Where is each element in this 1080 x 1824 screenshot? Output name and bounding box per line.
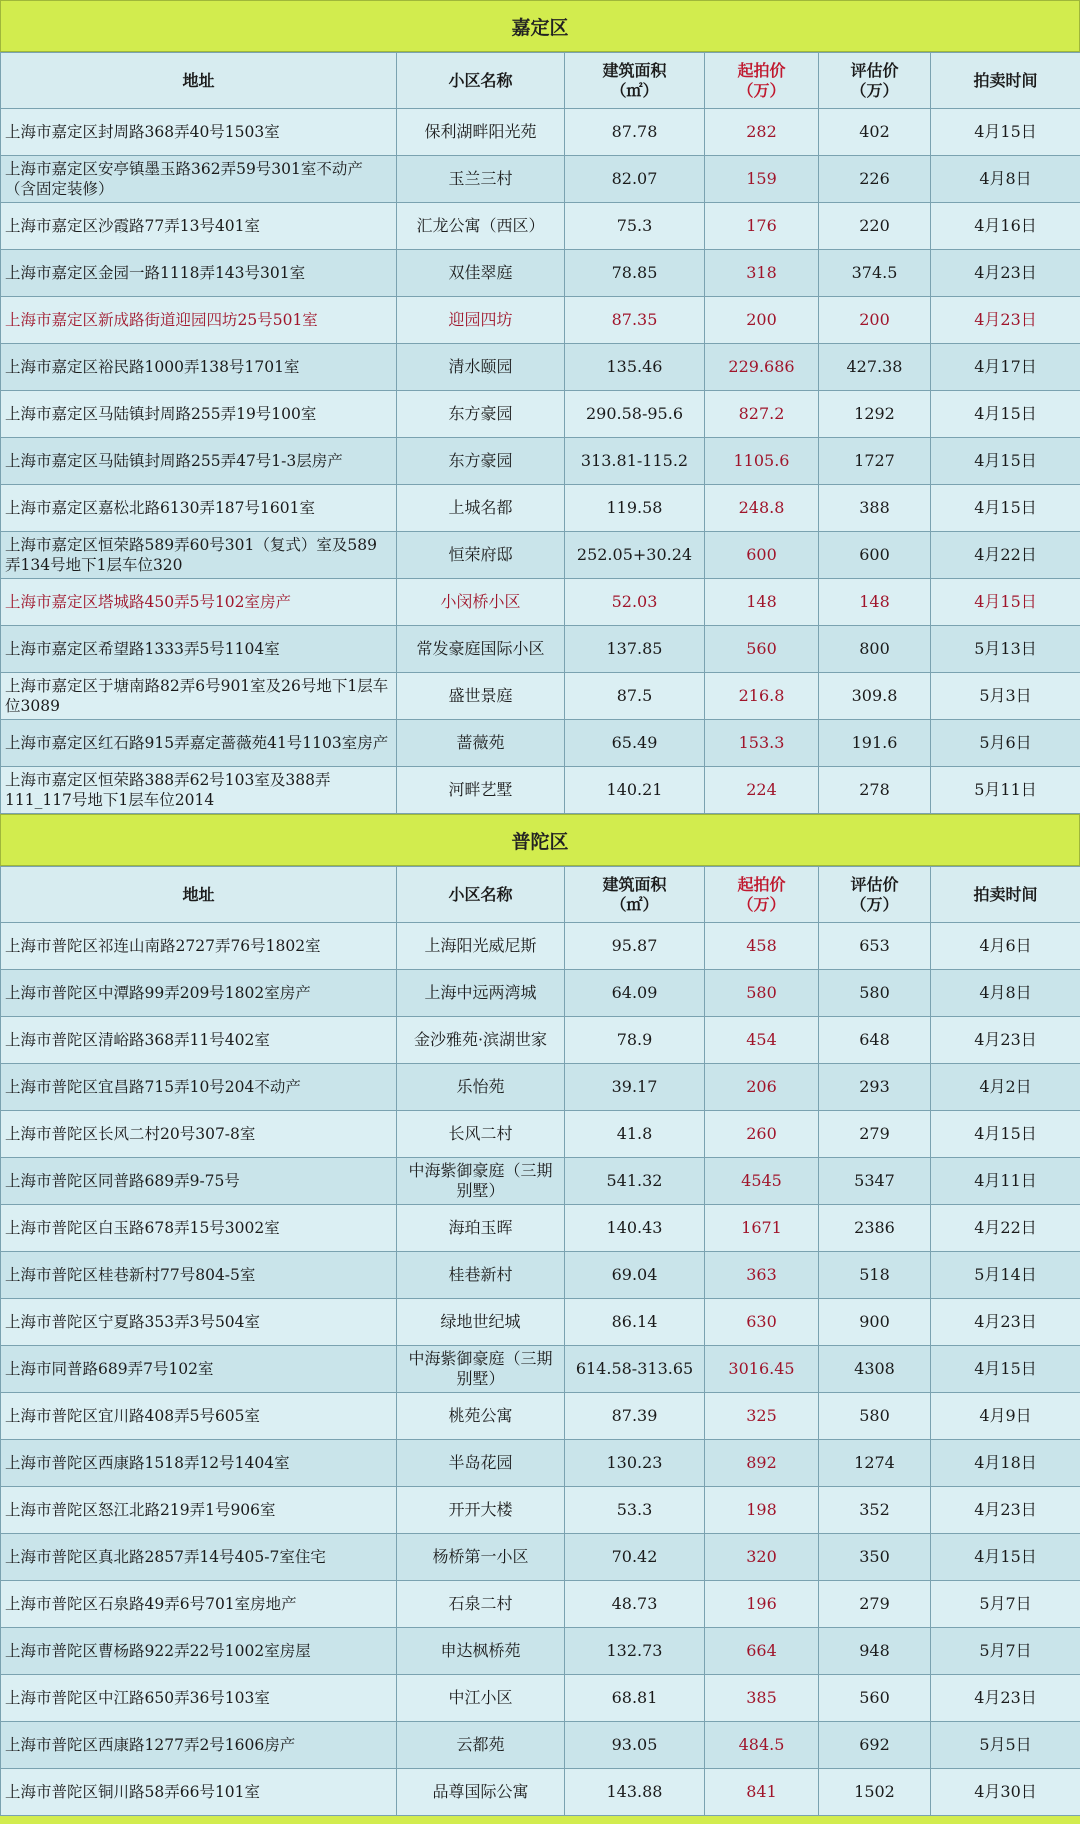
cell-area: 69.04 [565, 1252, 705, 1299]
cell-area: 87.35 [565, 297, 705, 344]
cell-area: 48.73 [565, 1581, 705, 1628]
cell-community: 绿地世纪城 [397, 1299, 565, 1346]
cell-evaluation: 560 [819, 1675, 931, 1722]
cell-evaluation: 692 [819, 1722, 931, 1769]
header-address: 地址 [1, 867, 397, 923]
cell-area: 140.43 [565, 1205, 705, 1252]
cell-community: 东方豪园 [397, 391, 565, 438]
cell-address: 上海市嘉定区马陆镇封周路255弄47号1-3层房产 [1, 438, 397, 485]
cell-area: 143.88 [565, 1769, 705, 1816]
cell-auction-time: 5月14日 [931, 1252, 1080, 1299]
header-community: 小区名称 [397, 53, 565, 109]
table-header-row [1, 867, 1080, 923]
cell-address: 上海市普陀区真北路2857弄14号405-7室住宅 [1, 1534, 397, 1581]
cell-start-price: 454 [705, 1017, 819, 1064]
cell-start-price: 841 [705, 1769, 819, 1816]
cell-start-price: 282 [705, 109, 819, 156]
section-title: 普陀区 [0, 814, 1080, 866]
cell-address: 上海市普陀区西康路1518弄12号1404室 [1, 1440, 397, 1487]
cell-auction-time: 4月23日 [931, 1017, 1080, 1064]
cell-start-price: 148 [705, 579, 819, 626]
cell-address: 上海市普陀区曹杨路922弄22号1002室房屋 [1, 1628, 397, 1675]
cell-auction-time: 5月3日 [931, 673, 1080, 720]
cell-auction-time: 4月15日 [931, 579, 1080, 626]
cell-community: 品尊国际公寓 [397, 1769, 565, 1816]
cell-evaluation: 293 [819, 1064, 931, 1111]
cell-auction-time: 4月8日 [931, 970, 1080, 1017]
cell-evaluation: 427.38 [819, 344, 931, 391]
table-row [1, 1534, 1080, 1581]
cell-address: 上海市普陀区祁连山南路2727弄76号1802室 [1, 923, 397, 970]
cell-evaluation: 5347 [819, 1158, 931, 1205]
table-row [1, 970, 1080, 1017]
cell-address: 上海市嘉定区安亭镇墨玉路362弄59号301室不动产（含固定装修） [1, 156, 397, 203]
table-row [1, 156, 1080, 203]
table-row [1, 1205, 1080, 1252]
cell-evaluation: 2386 [819, 1205, 931, 1252]
cell-start-price: 216.8 [705, 673, 819, 720]
table-row [1, 673, 1080, 720]
cell-community: 玉兰三村 [397, 156, 565, 203]
cell-community: 桃苑公寓 [397, 1393, 565, 1440]
table-row [1, 438, 1080, 485]
table-row [1, 720, 1080, 767]
cell-address: 上海市嘉定区恒荣路589弄60号301（复式）室及589弄134号地下1层车位320 [1, 532, 397, 579]
cell-auction-time: 4月23日 [931, 1675, 1080, 1722]
cell-community: 开开大楼 [397, 1487, 565, 1534]
cell-start-price: 196 [705, 1581, 819, 1628]
cell-start-price: 580 [705, 970, 819, 1017]
cell-evaluation: 1292 [819, 391, 931, 438]
cell-evaluation: 220 [819, 203, 931, 250]
cell-start-price: 325 [705, 1393, 819, 1440]
cell-area: 41.8 [565, 1111, 705, 1158]
bottom-strip [0, 1816, 1080, 1824]
cell-area: 68.81 [565, 1675, 705, 1722]
cell-address: 上海市嘉定区红石路915弄嘉定蔷薇苑41号1103室房产 [1, 720, 397, 767]
table-row [1, 109, 1080, 156]
cell-address: 上海市嘉定区新成路街道迎园四坊25号501室 [1, 297, 397, 344]
cell-community: 杨桥第一小区 [397, 1534, 565, 1581]
cell-evaluation: 226 [819, 156, 931, 203]
cell-area: 135.46 [565, 344, 705, 391]
cell-evaluation: 4308 [819, 1346, 931, 1393]
auction-table [0, 52, 1080, 814]
cell-address: 上海市普陀区铜川路58弄66号101室 [1, 1769, 397, 1816]
cell-start-price: 224 [705, 767, 819, 814]
table-row [1, 1346, 1080, 1393]
cell-start-price: 159 [705, 156, 819, 203]
cell-address: 上海市同普路689弄7号102室 [1, 1346, 397, 1393]
cell-community: 汇龙公寓（西区） [397, 203, 565, 250]
header-start-price: 起拍价 （万） [705, 53, 819, 109]
cell-area: 541.32 [565, 1158, 705, 1205]
cell-area: 53.3 [565, 1487, 705, 1534]
table-row [1, 767, 1080, 814]
cell-evaluation: 948 [819, 1628, 931, 1675]
cell-auction-time: 5月5日 [931, 1722, 1080, 1769]
cell-start-price: 484.5 [705, 1722, 819, 1769]
cell-auction-time: 4月15日 [931, 391, 1080, 438]
table-header-row [1, 53, 1080, 109]
cell-auction-time: 5月7日 [931, 1581, 1080, 1628]
cell-address: 上海市普陀区西康路1277弄2号1606房产 [1, 1722, 397, 1769]
table-row [1, 626, 1080, 673]
cell-address: 上海市普陀区石泉路49弄6号701室房地产 [1, 1581, 397, 1628]
cell-evaluation: 200 [819, 297, 931, 344]
cell-start-price: 385 [705, 1675, 819, 1722]
header-evaluation: 评估价 （万） [819, 53, 931, 109]
cell-auction-time: 4月23日 [931, 250, 1080, 297]
cell-start-price: 1671 [705, 1205, 819, 1252]
cell-start-price: 3016.45 [705, 1346, 819, 1393]
cell-community: 东方豪园 [397, 438, 565, 485]
cell-address: 上海市普陀区长风二村20号307-8室 [1, 1111, 397, 1158]
cell-auction-time: 4月23日 [931, 297, 1080, 344]
cell-start-price: 458 [705, 923, 819, 970]
cell-start-price: 206 [705, 1064, 819, 1111]
cell-address: 上海市嘉定区嘉松北路6130弄187号1601室 [1, 485, 397, 532]
cell-evaluation: 1502 [819, 1769, 931, 1816]
cell-area: 65.49 [565, 720, 705, 767]
cell-area: 252.05+30.24 [565, 532, 705, 579]
header-start-price: 起拍价 （万） [705, 867, 819, 923]
cell-community: 双佳翠庭 [397, 250, 565, 297]
cell-start-price: 229.686 [705, 344, 819, 391]
table-row [1, 1487, 1080, 1534]
cell-area: 95.87 [565, 923, 705, 970]
header-area: 建筑面积 （㎡） [565, 53, 705, 109]
cell-area: 140.21 [565, 767, 705, 814]
cell-address: 上海市嘉定区马陆镇封周路255弄19号100室 [1, 391, 397, 438]
cell-start-price: 4545 [705, 1158, 819, 1205]
cell-auction-time: 4月15日 [931, 438, 1080, 485]
cell-address: 上海市嘉定区于塘南路82弄6号901室及26号地下1层车位3089 [1, 673, 397, 720]
cell-community: 申达枫桥苑 [397, 1628, 565, 1675]
cell-auction-time: 4月15日 [931, 109, 1080, 156]
cell-start-price: 248.8 [705, 485, 819, 532]
cell-evaluation: 279 [819, 1111, 931, 1158]
table-row [1, 485, 1080, 532]
header-evaluation: 评估价 （万） [819, 867, 931, 923]
cell-community: 长风二村 [397, 1111, 565, 1158]
cell-community: 保利湖畔阳光苑 [397, 109, 565, 156]
cell-area: 87.5 [565, 673, 705, 720]
table-row [1, 391, 1080, 438]
cell-address: 上海市嘉定区塔城路450弄5号102室房产 [1, 579, 397, 626]
cell-address: 上海市嘉定区封周路368弄40号1503室 [1, 109, 397, 156]
cell-address: 上海市嘉定区希望路1333弄5号1104室 [1, 626, 397, 673]
cell-auction-time: 4月9日 [931, 1393, 1080, 1440]
cell-evaluation: 600 [819, 532, 931, 579]
table-row [1, 1111, 1080, 1158]
cell-start-price: 892 [705, 1440, 819, 1487]
cell-start-price: 176 [705, 203, 819, 250]
cell-address: 上海市嘉定区金园一路1118弄143号301室 [1, 250, 397, 297]
header-community: 小区名称 [397, 867, 565, 923]
header-auction-time: 拍卖时间 [931, 53, 1080, 109]
cell-evaluation: 148 [819, 579, 931, 626]
cell-auction-time: 4月22日 [931, 1205, 1080, 1252]
cell-community: 小闵桥小区 [397, 579, 565, 626]
cell-address: 上海市嘉定区沙霞路77弄13号401室 [1, 203, 397, 250]
cell-evaluation: 580 [819, 970, 931, 1017]
cell-evaluation: 191.6 [819, 720, 931, 767]
cell-community: 桂巷新村 [397, 1252, 565, 1299]
table-row [1, 203, 1080, 250]
cell-auction-time: 4月23日 [931, 1487, 1080, 1534]
table-row [1, 250, 1080, 297]
cell-community: 云都苑 [397, 1722, 565, 1769]
cell-address: 上海市普陀区中江路650弄36号103室 [1, 1675, 397, 1722]
table-row [1, 1252, 1080, 1299]
cell-community: 蔷薇苑 [397, 720, 565, 767]
cell-address: 上海市普陀区宜昌路715弄10号204不动产 [1, 1064, 397, 1111]
table-row [1, 1064, 1080, 1111]
cell-community: 金沙雅苑·滨湖世家 [397, 1017, 565, 1064]
cell-community: 石泉二村 [397, 1581, 565, 1628]
cell-evaluation: 352 [819, 1487, 931, 1534]
cell-auction-time: 5月7日 [931, 1628, 1080, 1675]
cell-auction-time: 5月13日 [931, 626, 1080, 673]
cell-area: 87.78 [565, 109, 705, 156]
table-row [1, 1299, 1080, 1346]
cell-address: 上海市嘉定区裕民路1000弄138号1701室 [1, 344, 397, 391]
cell-community: 上城名都 [397, 485, 565, 532]
cell-start-price: 664 [705, 1628, 819, 1675]
cell-auction-time: 4月15日 [931, 485, 1080, 532]
cell-community: 恒荣府邸 [397, 532, 565, 579]
cell-auction-time: 4月18日 [931, 1440, 1080, 1487]
cell-evaluation: 309.8 [819, 673, 931, 720]
cell-auction-time: 5月11日 [931, 767, 1080, 814]
cell-community: 盛世景庭 [397, 673, 565, 720]
cell-start-price: 1105.6 [705, 438, 819, 485]
table-row [1, 1017, 1080, 1064]
table-row [1, 1722, 1080, 1769]
table-row [1, 1581, 1080, 1628]
cell-address: 上海市普陀区同普路689弄9-75号 [1, 1158, 397, 1205]
cell-evaluation: 648 [819, 1017, 931, 1064]
section-title: 嘉定区 [0, 0, 1080, 52]
cell-evaluation: 1727 [819, 438, 931, 485]
cell-area: 78.85 [565, 250, 705, 297]
cell-address: 上海市普陀区宜川路408弄5号605室 [1, 1393, 397, 1440]
cell-community: 河畔艺墅 [397, 767, 565, 814]
cell-evaluation: 800 [819, 626, 931, 673]
cell-auction-time: 4月30日 [931, 1769, 1080, 1816]
cell-community: 迎园四坊 [397, 297, 565, 344]
cell-community: 清水颐园 [397, 344, 565, 391]
cell-auction-time: 4月17日 [931, 344, 1080, 391]
cell-evaluation: 900 [819, 1299, 931, 1346]
cell-community: 中海紫御豪庭（三期别墅） [397, 1346, 565, 1393]
table-row [1, 1440, 1080, 1487]
cell-start-price: 560 [705, 626, 819, 673]
cell-community: 上海阳光威尼斯 [397, 923, 565, 970]
cell-community: 半岛花园 [397, 1440, 565, 1487]
cell-address: 上海市嘉定区恒荣路388弄62号103室及388弄111_117号地下1层车位2014 [1, 767, 397, 814]
auction-table [0, 866, 1080, 1816]
cell-auction-time: 4月15日 [931, 1346, 1080, 1393]
cell-auction-time: 4月23日 [931, 1299, 1080, 1346]
cell-start-price: 153.3 [705, 720, 819, 767]
cell-area: 64.09 [565, 970, 705, 1017]
cell-area: 93.05 [565, 1722, 705, 1769]
cell-area: 86.14 [565, 1299, 705, 1346]
cell-auction-time: 4月22日 [931, 532, 1080, 579]
cell-area: 87.39 [565, 1393, 705, 1440]
cell-area: 75.3 [565, 203, 705, 250]
header-area: 建筑面积 （㎡） [565, 867, 705, 923]
cell-auction-time: 4月11日 [931, 1158, 1080, 1205]
cell-auction-time: 5月6日 [931, 720, 1080, 767]
cell-evaluation: 653 [819, 923, 931, 970]
cell-auction-time: 4月16日 [931, 203, 1080, 250]
cell-evaluation: 580 [819, 1393, 931, 1440]
table-row [1, 344, 1080, 391]
cell-address: 上海市普陀区白玉路678弄15号3002室 [1, 1205, 397, 1252]
table-row [1, 1628, 1080, 1675]
cell-address: 上海市普陀区怒江北路219弄1号906室 [1, 1487, 397, 1534]
cell-area: 130.23 [565, 1440, 705, 1487]
cell-evaluation: 350 [819, 1534, 931, 1581]
cell-area: 290.58-95.6 [565, 391, 705, 438]
table-row [1, 579, 1080, 626]
cell-area: 119.58 [565, 485, 705, 532]
cell-evaluation: 374.5 [819, 250, 931, 297]
cell-community: 中海紫御豪庭（三期别墅） [397, 1158, 565, 1205]
cell-community: 海珀玉晖 [397, 1205, 565, 1252]
cell-evaluation: 278 [819, 767, 931, 814]
table-row [1, 1769, 1080, 1816]
cell-evaluation: 388 [819, 485, 931, 532]
cell-community: 中江小区 [397, 1675, 565, 1722]
cell-auction-time: 4月6日 [931, 923, 1080, 970]
cell-area: 52.03 [565, 579, 705, 626]
cell-address: 上海市普陀区中潭路99弄209号1802室房产 [1, 970, 397, 1017]
table-row [1, 1393, 1080, 1440]
header-address: 地址 [1, 53, 397, 109]
cell-evaluation: 518 [819, 1252, 931, 1299]
table-row [1, 1158, 1080, 1205]
cell-start-price: 600 [705, 532, 819, 579]
cell-evaluation: 402 [819, 109, 931, 156]
cell-area: 70.42 [565, 1534, 705, 1581]
cell-area: 614.58-313.65 [565, 1346, 705, 1393]
table-row [1, 532, 1080, 579]
cell-address: 上海市普陀区清峪路368弄11号402室 [1, 1017, 397, 1064]
cell-community: 上海中远两湾城 [397, 970, 565, 1017]
cell-auction-time: 4月8日 [931, 156, 1080, 203]
cell-area: 137.85 [565, 626, 705, 673]
cell-start-price: 630 [705, 1299, 819, 1346]
cell-start-price: 200 [705, 297, 819, 344]
cell-evaluation: 1274 [819, 1440, 931, 1487]
cell-address: 上海市普陀区桂巷新村77号804-5室 [1, 1252, 397, 1299]
table-row [1, 1675, 1080, 1722]
cell-area: 39.17 [565, 1064, 705, 1111]
cell-start-price: 198 [705, 1487, 819, 1534]
cell-community: 乐怡苑 [397, 1064, 565, 1111]
cell-auction-time: 4月15日 [931, 1534, 1080, 1581]
cell-area: 82.07 [565, 156, 705, 203]
cell-area: 313.81-115.2 [565, 438, 705, 485]
cell-evaluation: 279 [819, 1581, 931, 1628]
cell-auction-time: 4月15日 [931, 1111, 1080, 1158]
table-row [1, 297, 1080, 344]
cell-area: 132.73 [565, 1628, 705, 1675]
cell-start-price: 827.2 [705, 391, 819, 438]
cell-start-price: 318 [705, 250, 819, 297]
cell-start-price: 320 [705, 1534, 819, 1581]
cell-auction-time: 4月2日 [931, 1064, 1080, 1111]
cell-address: 上海市普陀区宁夏路353弄3号504室 [1, 1299, 397, 1346]
cell-start-price: 363 [705, 1252, 819, 1299]
header-auction-time: 拍卖时间 [931, 867, 1080, 923]
cell-area: 78.9 [565, 1017, 705, 1064]
cell-community: 常发豪庭国际小区 [397, 626, 565, 673]
cell-start-price: 260 [705, 1111, 819, 1158]
table-row [1, 923, 1080, 970]
